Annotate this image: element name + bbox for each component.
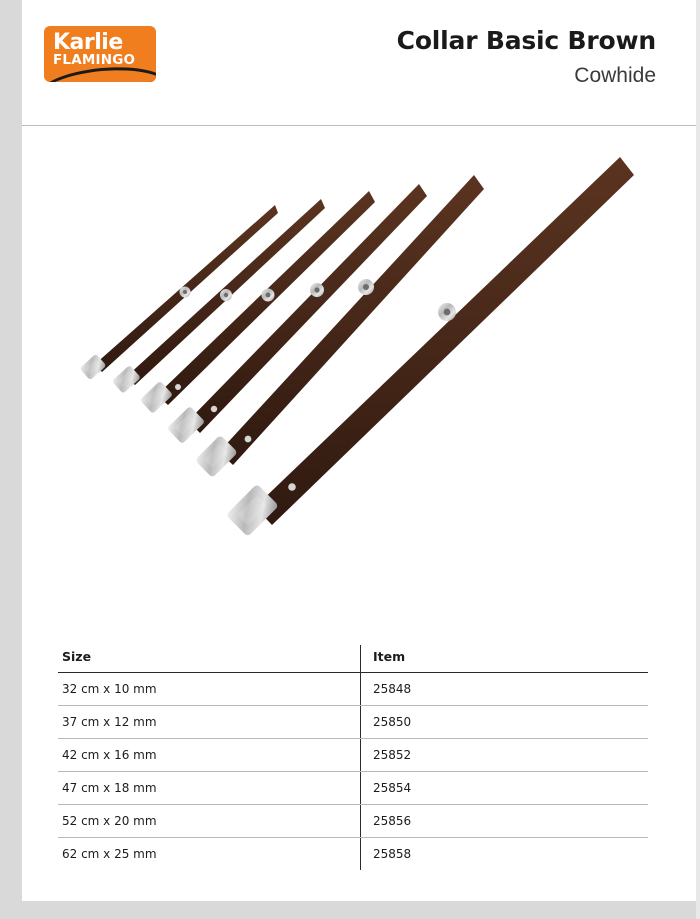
table-row (58, 673, 648, 706)
collars-illustration (22, 127, 696, 607)
table-row (58, 838, 648, 871)
table-header-row (58, 645, 648, 673)
cell-item: 25848 (361, 673, 649, 706)
page-header (22, 0, 696, 126)
column-header-size: Size (58, 645, 361, 673)
specification-table (58, 645, 648, 870)
cell-size: 37 cm x 12 mm (58, 706, 361, 739)
cell-item: 25856 (361, 805, 649, 838)
table-row (58, 772, 648, 805)
cell-size: 32 cm x 10 mm (58, 673, 361, 706)
cell-item: 25850 (361, 706, 649, 739)
page-right-margin (696, 0, 700, 919)
collar-item-1 (79, 205, 278, 380)
product-image-area (22, 127, 696, 607)
cell-item: 25852 (361, 739, 649, 772)
collar-item-2 (112, 199, 325, 394)
collar-item-6 (226, 157, 634, 537)
cell-size: 52 cm x 20 mm (58, 805, 361, 838)
page-title: Collar Basic Brown (396, 26, 656, 55)
table-row (58, 739, 648, 772)
cell-size: 47 cm x 18 mm (58, 772, 361, 805)
table-row (58, 805, 648, 838)
karlie-flamingo-logo (44, 26, 156, 82)
cell-size: 62 cm x 25 mm (58, 838, 361, 871)
logo-brand-secondary: FLAMINGO (53, 52, 136, 68)
cell-item: 25858 (373, 847, 412, 861)
title-block (397, 26, 656, 88)
cell-item: 25854 (361, 772, 649, 805)
page-subtitle: Cowhide (574, 64, 656, 87)
column-header-item: Item (361, 645, 649, 673)
cell-size: 42 cm x 16 mm (58, 739, 361, 772)
logo-brand-primary: Karlie (53, 30, 123, 55)
table-row (58, 706, 648, 739)
page-left-margin (0, 0, 22, 919)
page-bottom-margin (0, 901, 700, 919)
